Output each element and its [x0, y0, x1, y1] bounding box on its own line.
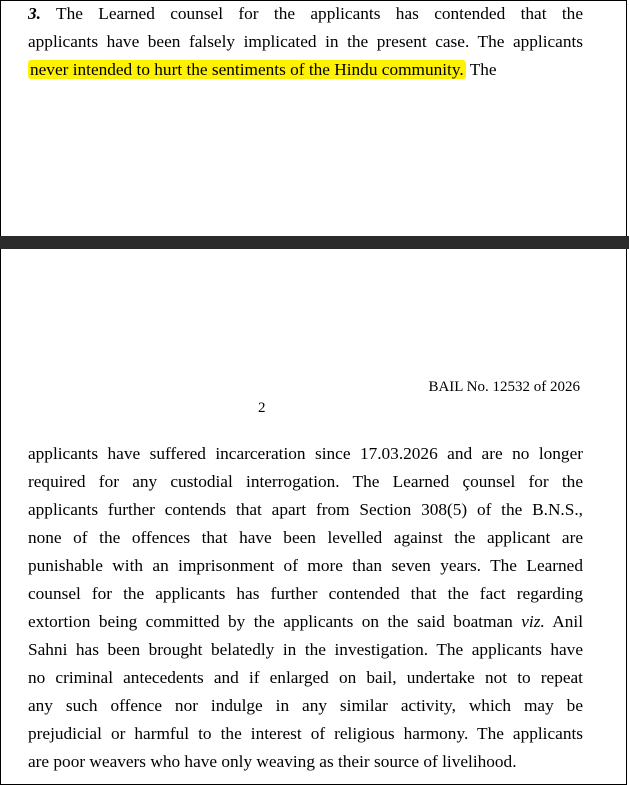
highlighted-text[interactable]: never intended to hurt the sentiments of the Hindu community. [30, 60, 464, 79]
italic-viz: viz. [521, 612, 545, 631]
body-line: applicants further contends that apart from Section 308(5) of the B.N.S., [28, 500, 583, 519]
body-line: are poor weavers who have only weaving as their source of livelihood. [28, 752, 517, 771]
body-line: required for any custodial interrogation. The Learned çounsel for the [28, 472, 583, 491]
document-page-2 [0, 249, 627, 785]
page-separator [0, 236, 629, 249]
paragraph-number: 3. [28, 4, 41, 23]
body-line: extortion being committed by the applicants on the said boatman viz. Anil [28, 612, 584, 631]
body-line: punishable with an imprisonment of more than seven years. The Learned [28, 556, 583, 575]
paragraph-3-line-1: 3. The Learned counsel for the applicants has contended that the [28, 4, 583, 23]
body-line: none of the offences that have been levelled against the applicant are [28, 528, 583, 547]
document-page-1 [0, 0, 627, 236]
body-line: prejudicial or harmful to the interest of religious harmony. The applicants [28, 724, 583, 743]
paragraph-3-line-2: applicants have been falsely implicated in the present case. The applicants [28, 32, 583, 51]
body-line: no criminal antecedents and if enlarged on bail, undertake not to repeat [28, 668, 583, 687]
body-line: Sahni has been brought belatedly in the investigation. The applicants have [28, 640, 583, 659]
paragraph-3-line-3: never intended to hurt the sentiments of the Hindu community. The [30, 60, 497, 79]
body-line: counsel for the applicants has further contended that the fact regarding [28, 584, 583, 603]
page-number: 2 [258, 400, 266, 416]
body-line: any such offence nor indulge in any similar activity, which may be [28, 696, 583, 715]
case-number-header: BAIL No. 12532 of 2026 [428, 379, 580, 395]
body-line: applicants have suffered incarceration since 17.03.2026 and are no longer [28, 444, 583, 463]
